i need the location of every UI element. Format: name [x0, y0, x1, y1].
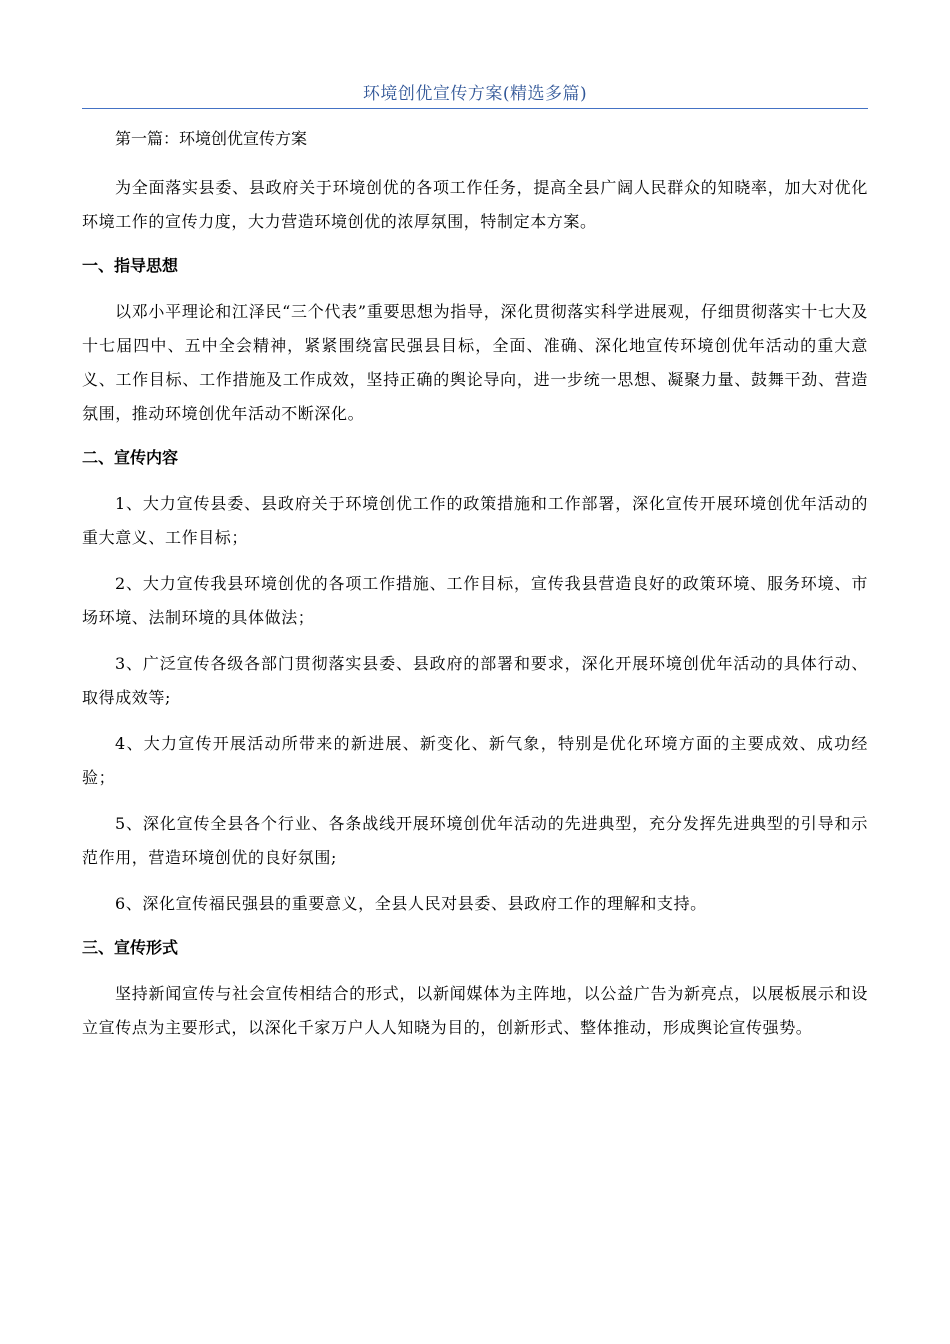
intro-paragraph: 为全面落实县委、县政府关于环境创优的各项工作任务，提高全县广阔人民群众的知晓率，加大对优化环境工作的宣传力度，大力营造环境创优的浓厚氛围，特制定本方案。 [82, 178, 868, 231]
list-item-paragraph: 5、深化宣传全县各个行业、各条战线开展环境创优年活动的先进典型，充分发挥先进典型的引导和示范作用，营造环境创优的良好氛围; [82, 814, 868, 867]
section-heading-publicity-content: 二、宣传内容 [82, 448, 179, 467]
document-header-title: 环境创优宣传方案(精选多篇) [362, 84, 588, 104]
header-divider [82, 108, 868, 109]
section-heading-publicity-forms: 三、宣传形式 [82, 938, 179, 957]
list-item-paragraph: 2、大力宣传我县环境创优的各项工作措施、工作目标，宣传我县营造良好的政策环境、服务环境、市场环境、法制环境的具体做法； [82, 574, 868, 627]
list-item-paragraph: 6、深化宣传福民强县的重要意义，全县人民对县委、县政府工作的理解和支持。 [115, 894, 707, 913]
list-item-paragraph: 3、广泛宣传各级各部门贯彻落实县委、县政府的部署和要求，深化开展环境创优年活动的具体行动、取得成效等; [82, 654, 868, 707]
paragraph: 以邓小平理论和江泽民“三个代表”重要思想为指导，深化贯彻落实科学进展观，仔细贯彻落实十七大及十七届四中、五中全会精神，紧紧围绕富民强县目标，全面、准确、深化地宣传环境创优年活动的重大意义、工作目标、工作措施及工作成效，坚持正确的舆论导向，进一步统一思想、凝聚力量、鼓舞干劲、营造氛围，推动环境创优年活动不断深化。 [82, 302, 868, 423]
article-subtitle: 第一篇：环境创优宣传方案 [115, 129, 308, 148]
article-content [82, 124, 868, 1057]
list-item-paragraph: 4、大力宣传开展活动所带来的新进展、新变化、新气象，特别是优化环境方面的主要成效、成功经验； [82, 734, 868, 787]
paragraph: 坚持新闻宣传与社会宣传相结合的形式，以新闻媒体为主阵地，以公益广告为新亮点，以展板展示和设立宣传点为主要形式，以深化千家万户人人知晓为目的，创新形式、整体推动，形成舆论宣传强势。 [82, 984, 868, 1037]
section-heading-guiding-ideology: 一、指导思想 [82, 256, 179, 275]
list-item-paragraph: 1、大力宣传县委、县政府关于环境创优工作的政策措施和工作部署，深化宣传开展环境创优年活动的重大意义、工作目标； [82, 494, 868, 547]
